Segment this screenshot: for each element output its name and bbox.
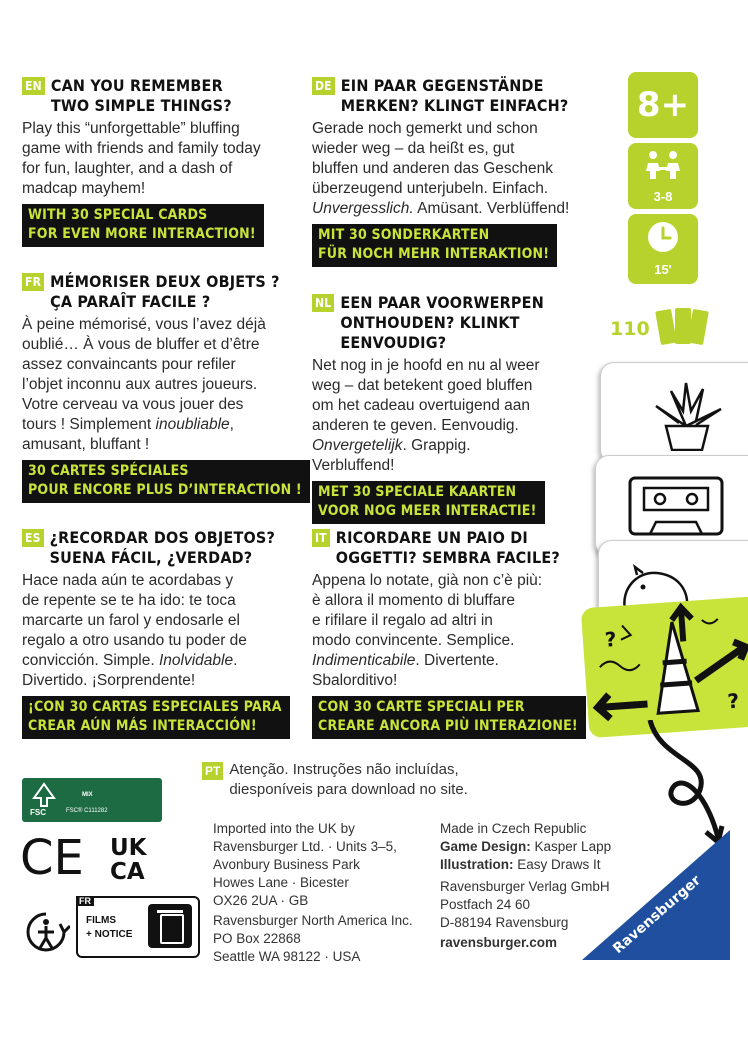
cards-icon xyxy=(654,304,710,350)
section-body: Play this “unforgettable” bluffing game with friends and family today for fun, laughter, and a dash of madcap mayhem! xyxy=(22,120,261,197)
promo-banner: MIT 30 SONDERKARTEN FÜR NOCH MEHR INTERAKTION! xyxy=(312,224,557,267)
website-link[interactable]: ravensburger.com xyxy=(440,935,558,950)
fsc-label: FSC xyxy=(30,808,46,817)
players-text: 3-8 xyxy=(653,189,673,204)
promo-banner: ¡CON 30 CARTAS ESPECIALES PARA CREAR AÚN MÁS INTERACCIÓN! xyxy=(22,696,290,739)
players-badge xyxy=(628,143,698,209)
ukca-mark xyxy=(110,836,147,884)
illustration-credit: Illustration: Easy Draws It xyxy=(440,857,601,872)
cards-count: 110 xyxy=(610,318,650,340)
promo-banner: CON 30 CARTE SPECIALI PER CREARE ANCORA PIÙ INTERAZIONE! xyxy=(312,696,586,739)
age-badge xyxy=(628,72,698,138)
fsc-code: FSC® C111282 xyxy=(66,808,108,814)
section-it xyxy=(312,528,602,739)
game-design: Game Design: Kasper Lapp xyxy=(440,839,612,854)
fsc-mix: MIX xyxy=(82,792,93,798)
language-code: ES xyxy=(22,529,44,547)
promo-banner: 30 CARTES SPÉCIALES POUR ENCORE PLUS D’INTERACTION ! xyxy=(22,460,310,503)
special-card xyxy=(581,596,748,738)
language-code: IT xyxy=(312,529,330,547)
language-code: NL xyxy=(312,294,334,312)
recycling-info xyxy=(76,896,200,958)
triman-text: FILMS + NOTICE xyxy=(86,915,133,940)
section-body: Net nog in je hoofd en nu al weer weg – dat betekent goed bluffen om het cadeau overtuigend aan anderen te geven. Eenvoudig. Onvergetelijk. Grappig. Verbluffend! xyxy=(312,357,540,474)
promo-banner: MET 30 SPECIALE KAARTEN VOOR NOG MEER INTERACTIE! xyxy=(312,481,545,524)
section-en xyxy=(22,76,302,247)
section-heading xyxy=(22,528,312,568)
section-nl xyxy=(312,293,612,524)
age-text: 8+ xyxy=(636,85,690,125)
triman-icon xyxy=(22,910,70,954)
section-fr xyxy=(22,272,312,503)
na-address: Ravensburger North America Inc. PO Box 22868 Seattle WA 98122 · USA xyxy=(213,913,413,964)
bin-icon xyxy=(148,904,192,948)
heading-text: RICORDARE UN PAIO DI OGGETTI? SEMBRA FACILE? xyxy=(335,528,560,567)
heading-text: CAN YOU REMEMBER TWO SIMPLE THINGS? xyxy=(50,76,232,115)
ukca-top: UK xyxy=(110,835,147,861)
section-heading xyxy=(22,272,312,312)
section-heading xyxy=(312,293,612,353)
pt-text: Atenção. Instruções não incluídas, diesponíveis para download no site. xyxy=(229,761,468,798)
section-body: Hace nada aún te acordabas y de repente se te ha ido: te toca marcarte un farol y endosarle el regalo a otro usando tu poder de convicción. Simple. Inolvidable. Divertido. ¡Sorprendente! xyxy=(22,572,247,689)
time-text: 15' xyxy=(654,262,672,277)
section-body: À peine mémorisé, vous l’avez déjà oublié… À vous de bluffer et d’être assez convaincants pour refiler l’objet inconnu aux autres joueurs. Votre cerveau va vous jouer des tours ! Simplement inoubliable, amusant, bluffant ! xyxy=(22,316,266,453)
section-heading xyxy=(312,528,602,568)
heading-text: MÉMORISER DEUX OBJETS ? ÇA PARAÎT FACILE ? xyxy=(50,272,280,311)
fsc-logo xyxy=(22,778,162,822)
section-de xyxy=(312,76,612,267)
plant-icon xyxy=(641,381,731,451)
svg-text:?: ? xyxy=(726,688,740,714)
svg-text:?: ? xyxy=(604,627,618,652)
card-plant xyxy=(600,362,748,464)
fr-code: FR xyxy=(76,896,94,906)
verlag-address: Ravensburger Verlag GmbH Postfach 24 60 D-88194 Ravensburg xyxy=(440,879,610,930)
players-icon xyxy=(642,149,684,181)
time-badge xyxy=(628,214,698,284)
chaos-pattern-icon xyxy=(581,596,748,738)
promo-banner: WITH 30 SPECIAL CARDS FOR EVEN MORE INTERACTION! xyxy=(22,204,264,247)
made-in: Made in Czech Republic xyxy=(440,821,587,836)
language-code: FR xyxy=(22,273,44,291)
section-heading xyxy=(312,76,612,116)
uk-importer: Imported into the UK by Ravensburger Ltd. · Units 3–5, Avonbury Business Park Howes Lane · Bicester OX26 2UA · GB xyxy=(213,821,397,908)
section-es xyxy=(22,528,312,739)
clock-icon xyxy=(647,221,679,253)
section-pt xyxy=(202,760,468,800)
language-code: EN xyxy=(22,77,45,95)
ravensburger-logo xyxy=(582,830,730,960)
ce-mark: CE xyxy=(20,830,84,886)
heading-text: ¿RECORDAR DOS OBJETOS? SUENA FÁCIL, ¿VERDAD? xyxy=(49,528,276,567)
heading-text: EEN PAAR VOORWERPEN ONTHOUDEN? KLINKT EENVOUDIG? xyxy=(340,293,544,352)
language-code: PT xyxy=(202,762,223,780)
cassette-icon xyxy=(626,474,726,538)
section-body: Gerade noch gemerkt und schon wieder weg – da heißt es, gut bluffen und anderen das Geschenk überzeugend unterjubeln. Einfach. Unvergesslich. Amüsant. Verblüffend! xyxy=(312,120,570,217)
section-heading xyxy=(22,76,302,116)
heading-text: EIN PAAR GEGENSTÄNDE MERKEN? KLINGT EINFACH? xyxy=(340,76,569,115)
ukca-bottom: CA xyxy=(110,859,145,885)
section-body: Appena lo notate, già non c’è più: è allora il momento di bluffare e rifilare il regalo ad altri in modo convincente. Semplice. Indimenticabile. Divertente. Sbalorditivo! xyxy=(312,572,543,689)
language-code: DE xyxy=(312,77,335,95)
tree-icon xyxy=(30,782,58,808)
brand-text: Ravensburger xyxy=(610,872,704,958)
